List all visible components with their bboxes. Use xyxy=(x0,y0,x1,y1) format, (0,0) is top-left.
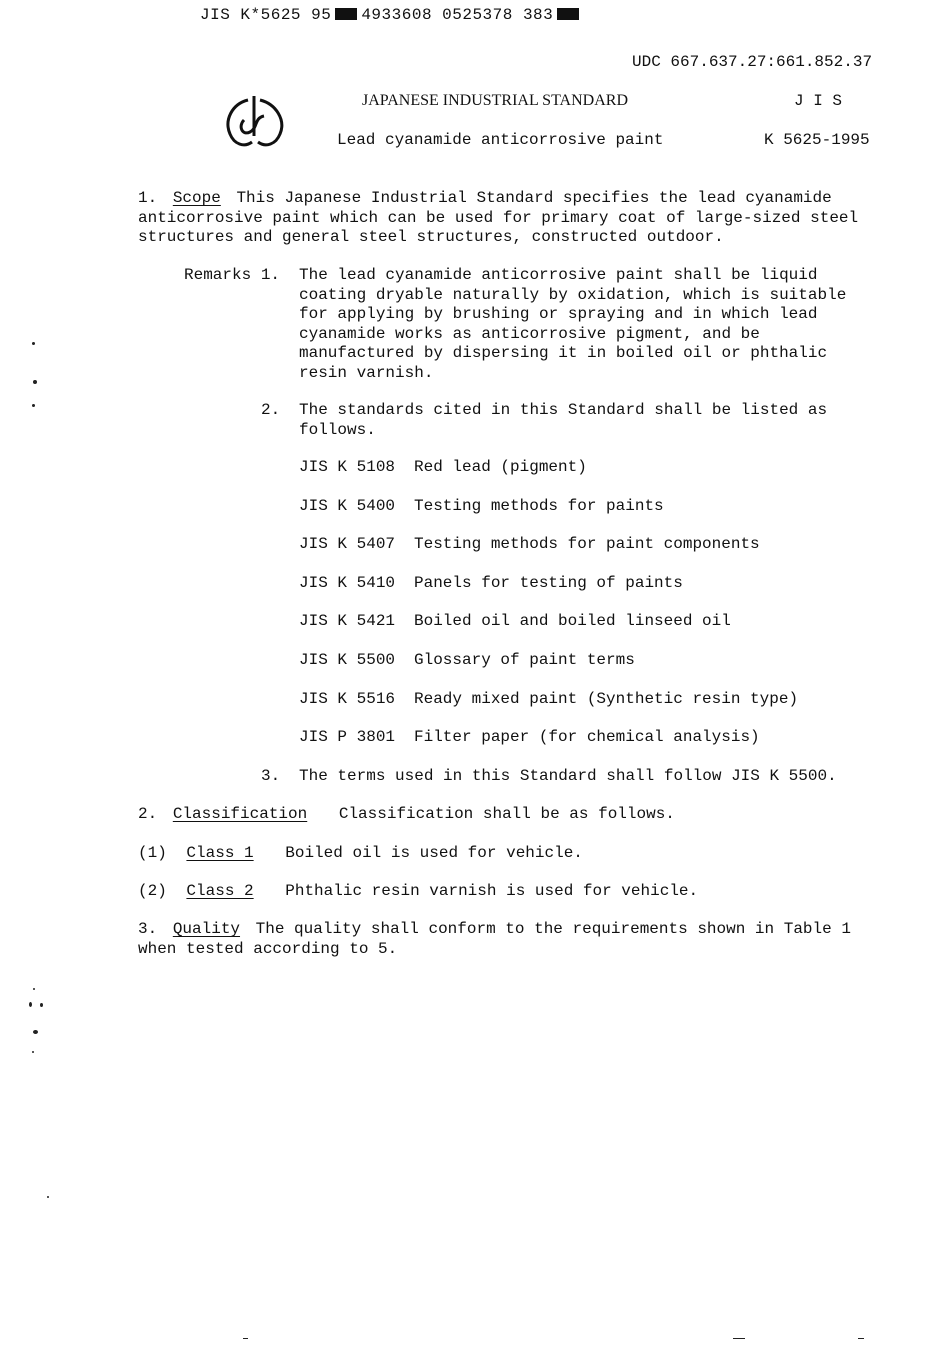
scan-speck xyxy=(858,1338,864,1339)
section-number: 1. xyxy=(138,189,158,207)
section-number: 2. xyxy=(138,805,158,823)
scan-speck xyxy=(243,1338,248,1339)
class-number: (1) xyxy=(138,844,167,862)
list-item xyxy=(0,497,950,517)
paragraph-line: The lead cyanamide anticorrosive paint shall be liquid xyxy=(299,266,818,284)
class-item xyxy=(138,844,583,862)
list-item xyxy=(0,612,950,632)
code-part-1: JIS K*5625 95 xyxy=(200,6,332,24)
page-title: Lead cyanamide anticorrosive paint xyxy=(337,131,664,149)
paragraph-line: for applying by brushing or spraying and in which lead xyxy=(299,305,818,323)
standard-code: JIS K 5500 xyxy=(299,651,396,669)
scan-speck xyxy=(32,342,35,345)
section-heading: Quality xyxy=(172,920,241,938)
standard-number: K 5625-1995 xyxy=(764,131,870,149)
standard-code: JIS K 5516 xyxy=(299,690,396,708)
code-part-2: 4933608 0525378 383 xyxy=(361,6,554,24)
list-item xyxy=(0,535,950,555)
remark-2-number: 2. xyxy=(261,401,281,419)
standard-code: JIS K 5407 xyxy=(299,535,396,553)
paragraph-line: This Japanese Industrial Standard specifies the lead cyanamide xyxy=(236,189,832,207)
standard-code: JIS K 5400 xyxy=(299,497,396,515)
standard-code: JIS K 5410 xyxy=(299,574,396,592)
paragraph-line: anticorrosive paint which can be used for primary coat of large-sized steel xyxy=(138,208,859,227)
remark-1-text xyxy=(299,266,846,383)
scan-speck xyxy=(33,1030,38,1034)
standard-name: JAPANESE INDUSTRIAL STANDARD xyxy=(362,92,628,109)
paragraph-line: structures and general steel structures, constructed outdoor. xyxy=(138,228,724,246)
scan-speck xyxy=(40,1003,43,1007)
standard-title: Boiled oil and boiled linseed oil xyxy=(414,612,731,630)
paragraph-line: when tested according to 5. xyxy=(138,939,398,958)
standard-title: Glossary of paint terms xyxy=(414,651,635,669)
standard-code: JIS K 5108 xyxy=(299,458,396,476)
scan-speck xyxy=(47,1196,49,1198)
standard-title: Panels for testing of paints xyxy=(414,574,683,592)
barcode-block xyxy=(557,8,579,20)
list-item xyxy=(0,574,950,594)
section-heading: Scope xyxy=(172,189,221,207)
remark-3-text: The terms used in this Standard shall follow JIS K 5500. xyxy=(299,767,837,785)
scan-speck xyxy=(33,380,37,384)
class-item xyxy=(138,882,698,900)
standard-code: JIS K 5421 xyxy=(299,612,396,630)
list-item xyxy=(0,728,950,748)
list-item xyxy=(0,458,950,478)
scan-speck xyxy=(32,404,35,407)
paragraph-line: manufactured by dispersing it in boiled oil or phthalic xyxy=(299,344,828,362)
class-number: (2) xyxy=(138,882,167,900)
standard-title: Red lead (pigment) xyxy=(414,458,587,476)
barcode-block xyxy=(335,8,357,20)
paragraph-line: resin varnish. xyxy=(299,363,434,382)
section-heading: Classification xyxy=(172,805,308,823)
paragraph-line: The quality shall conform to the requirements shown in Table 1 xyxy=(255,920,851,938)
remarks-label: Remarks 1. xyxy=(184,266,281,284)
standard-code: JIS P 3801 xyxy=(299,728,396,746)
paragraph-line: cyanamide works as anticorrosive pigment, and be xyxy=(299,324,760,343)
list-item xyxy=(0,651,950,671)
jis-logo-icon xyxy=(220,90,290,158)
scan-speck xyxy=(32,1051,34,1053)
list-item xyxy=(0,690,950,710)
section-number: 3. xyxy=(138,920,158,938)
paragraph-line: coating dryable naturally by oxidation, which is suitable xyxy=(299,285,847,304)
paragraph-line: The standards cited in this Standard shall be listed as xyxy=(299,401,828,419)
standard-title: Filter paper (for chemical analysis) xyxy=(414,728,760,746)
class-description: Phthalic resin varnish is used for vehicle. xyxy=(285,882,699,900)
scan-speck xyxy=(733,1338,745,1339)
paragraph-line: Classification shall be as follows. xyxy=(338,805,675,823)
standard-title: Ready mixed paint (Synthetic resin type) xyxy=(414,690,799,708)
section-classification xyxy=(138,805,675,823)
jis-logo xyxy=(220,90,290,158)
class-name: Class 2 xyxy=(186,882,254,900)
jis-mark-text: J I S xyxy=(794,92,843,110)
scan-speck xyxy=(29,1002,32,1007)
standard-title: Testing methods for paint components xyxy=(414,535,760,553)
remark-2-text xyxy=(299,401,827,440)
scan-speck xyxy=(33,988,35,990)
section-quality xyxy=(138,920,851,959)
paragraph-line: follows. xyxy=(299,420,376,439)
class-description: Boiled oil is used for vehicle. xyxy=(285,844,583,862)
remark-3-number: 3. xyxy=(261,767,281,785)
document-code-line xyxy=(200,6,583,24)
section-scope xyxy=(138,189,858,248)
udc-number: UDC 667.637.27:661.852.37 xyxy=(632,53,873,71)
class-name: Class 1 xyxy=(186,844,254,862)
standard-title: Testing methods for paints xyxy=(414,497,664,515)
